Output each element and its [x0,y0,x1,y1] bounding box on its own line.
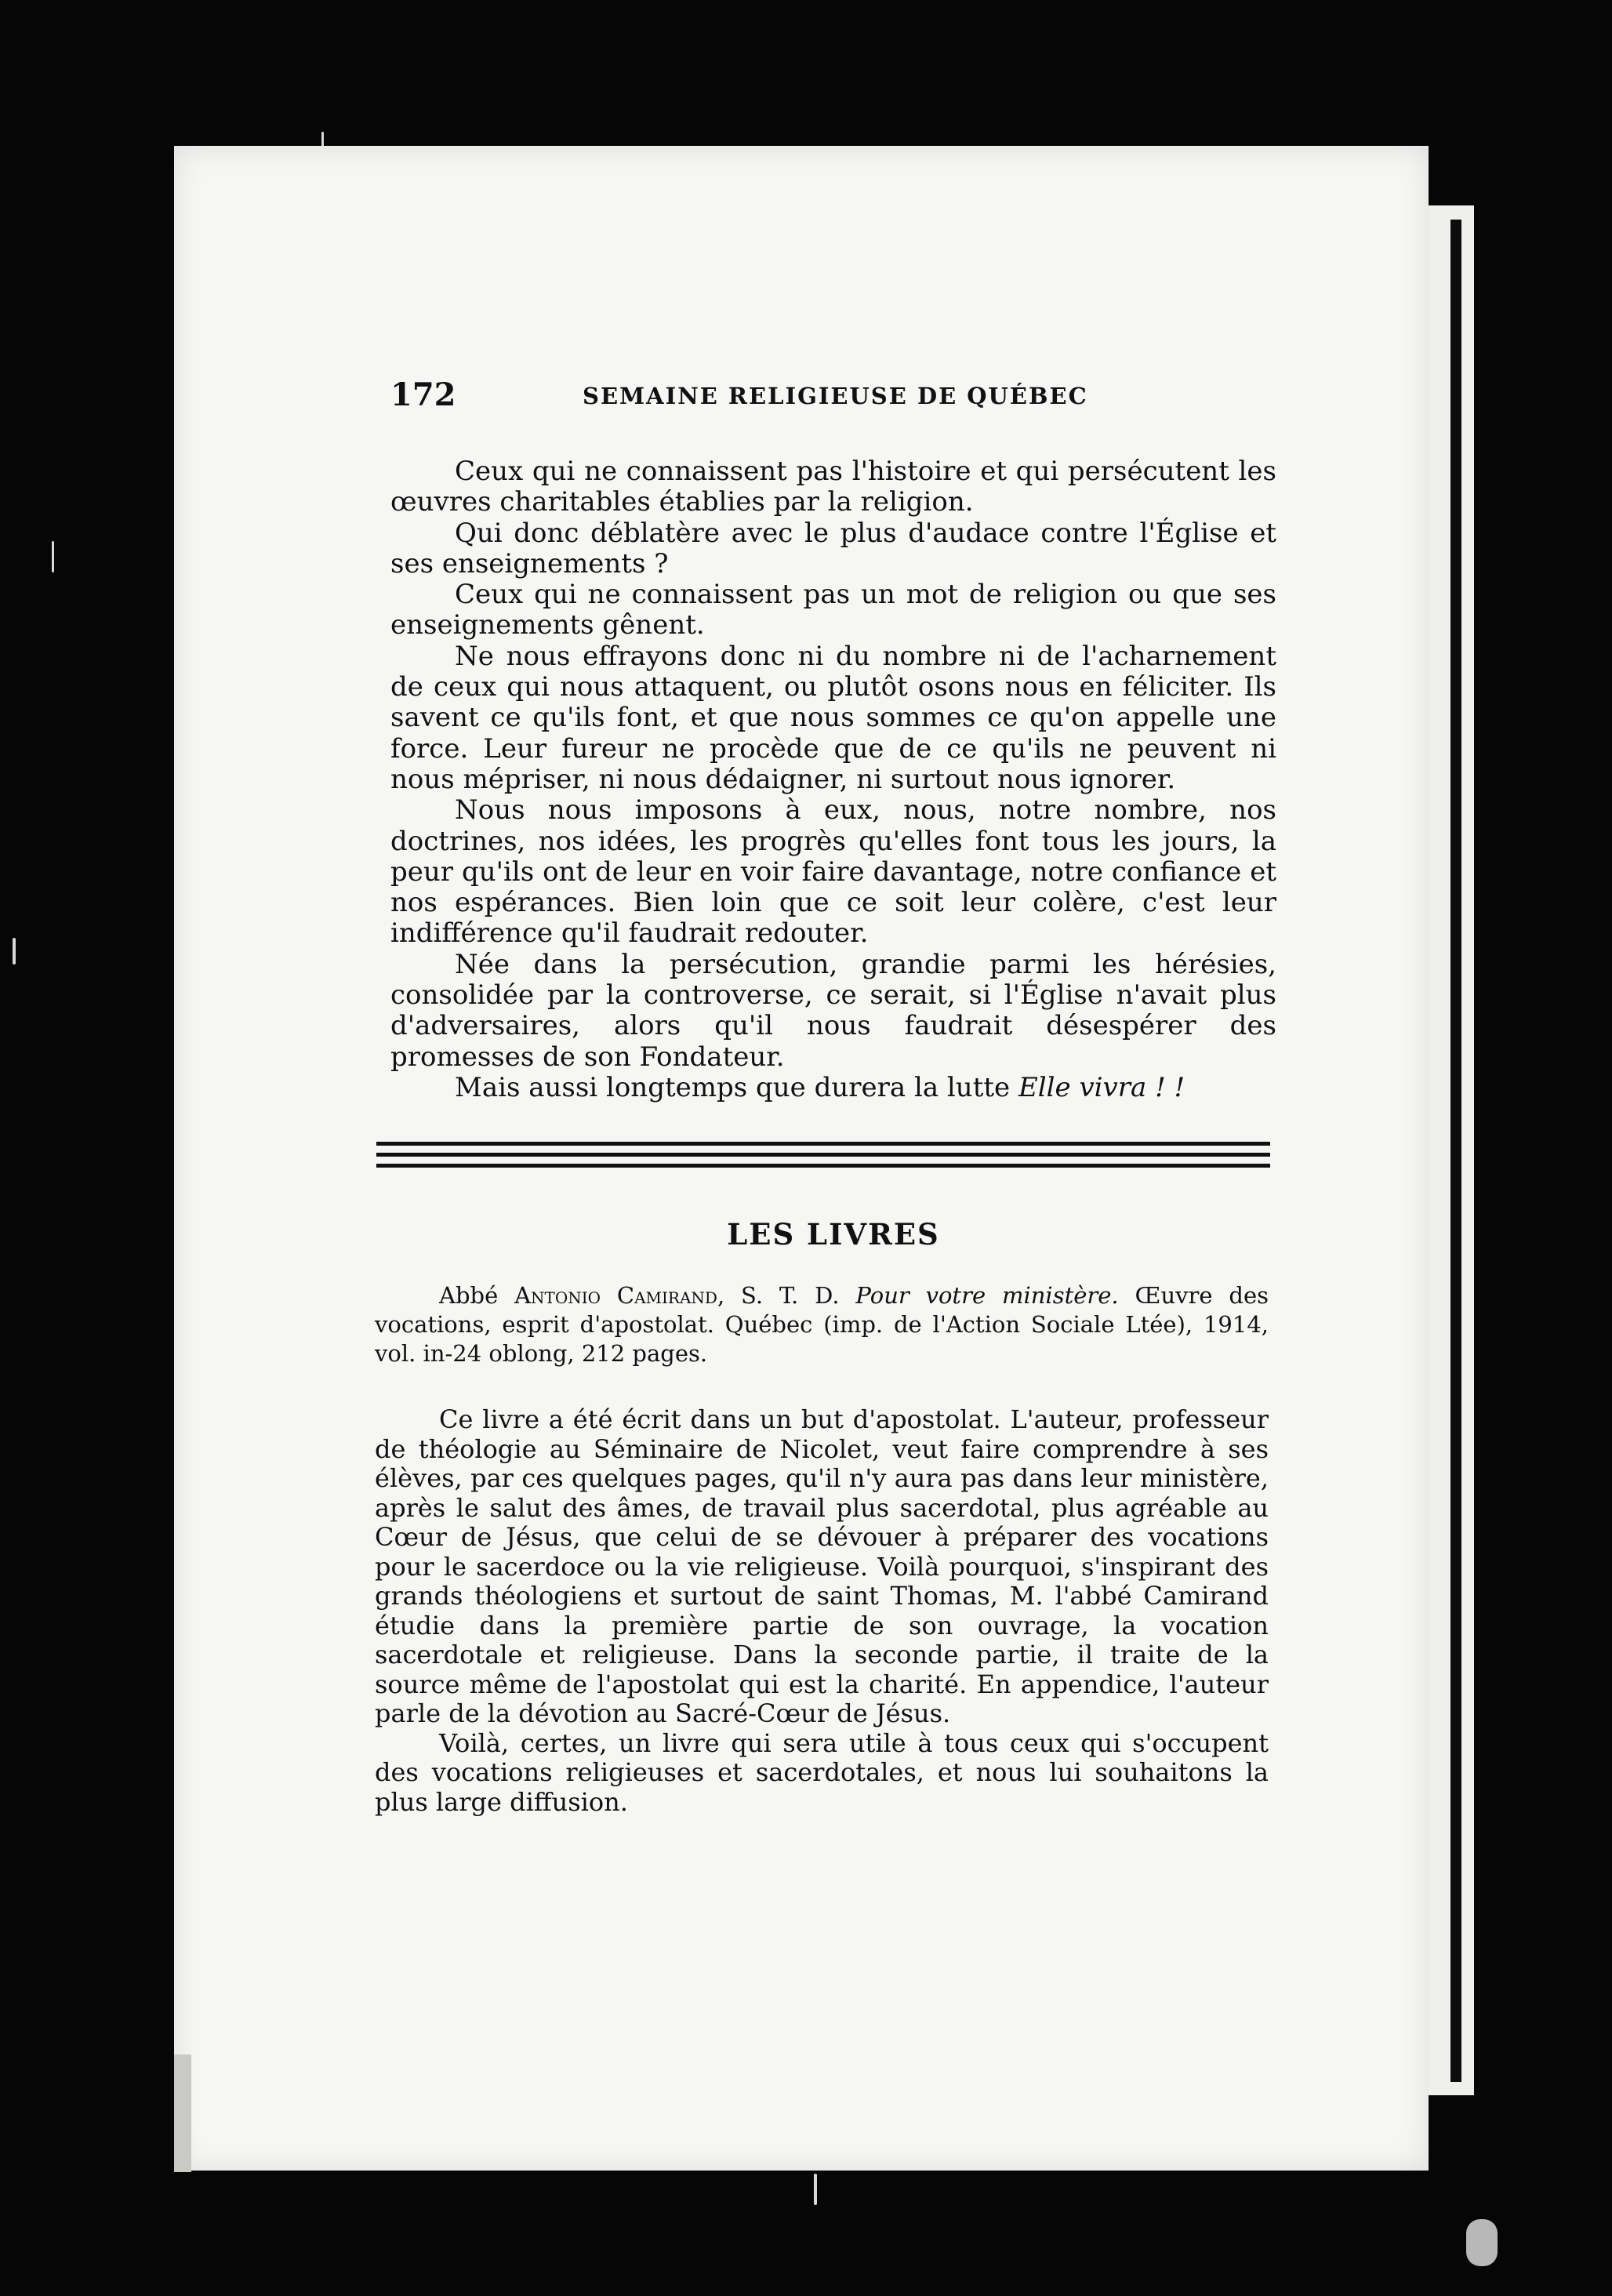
section-title: LES LIVRES [727,1217,940,1252]
book-citation [375,1281,1269,1368]
page-header [390,376,1276,423]
review-paragraph: Ce livre a été écrit dans un but d'apostolat. L'auteur, professeur de théologie au Séminaire de Nicolet, veut faire comprendre à ses élèves, par ces quelques pages, qu'il n'y aura pas dans leur ministère, après le salut des âmes, de travail plus sacerdotal, plus agréable au Cœur de Jésus, que celui de se dévouer à préparer des vocations pour le sacerdoce ou la vie religieuse. Voilà pourquoi, s'inspirant des grands théologiens et surtout de saint Thomas, M. l'abbé Camirand étudie dans la première partie de son ouvrage, la vocation sacerdotale et religieuse. Dans la seconde partie, il traite de la source même de l'apostolat qui est la charité. En appendice, l'auteur parle de la dévotion au Sacré-Cœur de Jésus. [375,1404,1269,1728]
scan-speck [1466,2219,1498,2266]
section-divider [376,1140,1270,1173]
citation-work-title: Pour votre ministère. [855,1282,1119,1309]
scan-speck [52,541,54,572]
article-body [390,456,1276,1103]
facing-page-rule [1450,220,1461,2082]
scan-speck [13,938,16,965]
paragraph: Nous nous imposons à eux, nous, notre nombre, nos doctrines, nos idées, les progrès qu'elles font tous les jours, la peur qu'ils ont de leur en voir faire davantage, notre confiance et nos espérances. Bien loin que ce soit leur colère, c'est leur indifférence qu'il faudrait redouter. [390,794,1276,950]
page-binding-edge [174,2054,191,2172]
closing-line [390,1073,1276,1103]
page-number: 172 [390,376,456,413]
paragraph: Ne nous effrayons donc ni du nombre ni de l'acharnement de ceux qui nous attaquent, ou plutôt osons nous en féliciter. Ils savent ce qu'ils font, et que nous sommes ce qu'on appelle une force. Leur fureur ne procède que de ce qu'ils ne peuvent ni nous mépriser, ni nous dédaigner, ni surtout nous ignorer. [390,640,1276,795]
divider-line [376,1153,1270,1157]
paragraph: Née dans la persécution, grandie parmi les hérésies, consolidée par la controverse, ce serait, si l'Église n'avait plus d'adversaires, alors qu'il nous faudrait désespérer des promesses de son Fondateur. [390,948,1276,1073]
citation-line [375,1281,1269,1368]
scan-speck [814,2174,817,2205]
citation-details: Œuvre des vocations, esprit d'apostolat. Québec (imp. de l'Action Sociale Ltée), 1914, vol. in-24 oblong, 212 pages. [375,1282,1269,1367]
paragraph: Ceux qui ne connaissent pas un mot de religion ou que ses enseignements gênent. [390,579,1276,641]
running-head: SEMAINE RELIGIEUSE DE QUÉBEC [583,383,1088,409]
closing-text: Mais aussi longtemps que durera la lutte [455,1071,1018,1103]
closing-italic: Elle vivra ! ! [1018,1071,1185,1103]
citation-degree: , S. T. D. [717,1282,856,1309]
divider-line [376,1142,1270,1146]
review-paragraph: Voilà, certes, un livre qui sera utile à tous ceux qui s'occupent des vocations religieuses et sacerdotales, et nous lui souhaitons la plus large diffusion. [375,1727,1269,1817]
book-review [375,1405,1269,1817]
citation-prefix: Abbé [439,1282,515,1309]
citation-author: Antonio Camirand [514,1282,717,1309]
paragraph: Ceux qui ne connaissent pas l'histoire et qui persécutent les œuvres charitables établies par la religion. [390,456,1276,518]
divider-line [376,1164,1270,1168]
paragraph: Qui donc déblatère avec le plus d'audace contre l'Église et ses enseignements ? [390,517,1276,579]
